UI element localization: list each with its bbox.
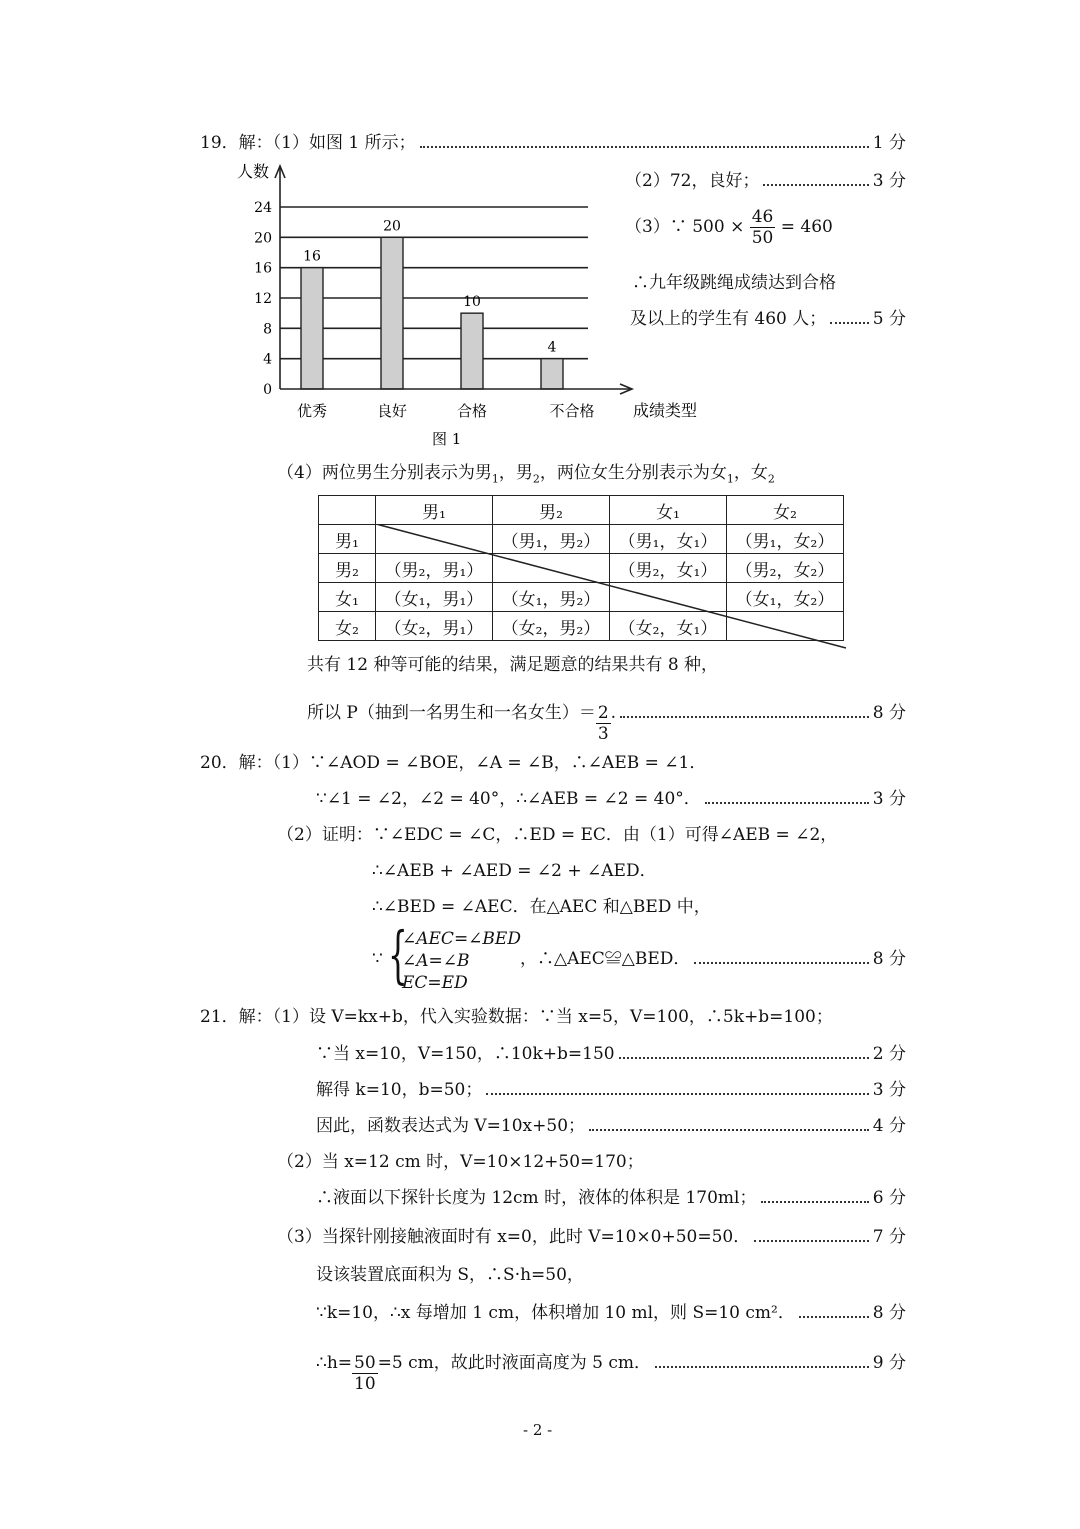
table-cell: （女₁，男₂） [493, 583, 610, 612]
y-tick-label: 20 [254, 230, 272, 247]
q20-conclusion: ，∴△AEC≌△BED． 8 分 [520, 949, 906, 969]
q19-part3-line3: 及以上的学生有 460 人； 5 分 [630, 309, 906, 329]
q21-line9: ∵k=10，∴x 每增加 1 cm，体积增加 10 ml，则 S=10 cm²． 8 分 [316, 1303, 906, 1323]
x-axis-label: 成绩类型 [633, 401, 698, 420]
system-eq3: EC=ED [402, 973, 468, 993]
table-cell: （男₂，男₁） [376, 554, 493, 583]
system-brace: { [388, 918, 408, 991]
y-tick-label: 16 [254, 260, 272, 277]
y-axis-label: 人数 [237, 162, 270, 181]
q20-line1: 20．解：（1）∵∠AOD = ∠BOE，∠A = ∠B，∴∠AEB = ∠1． [200, 753, 707, 773]
bar [541, 359, 563, 389]
bar [461, 313, 483, 389]
table-cell: （女₂，男₂） [493, 612, 610, 641]
table-cell: （女₂，男₁） [376, 612, 493, 641]
table-diagonal [376, 524, 856, 654]
fraction-50-10: $\frac{50}{10}$ [354, 1353, 376, 1394]
q20-line5: ∴∠BED = ∠AEC．在△AEC 和△BED 中， [372, 897, 711, 917]
fraction-46-50: $\frac{46}{50}$ [751, 207, 774, 248]
category-label: 不合格 [549, 402, 595, 420]
q21-line2: ∵当 x=10，V=150，∴10k+b=150 2 分 [316, 1044, 906, 1064]
q21-line1: 21．解：（1）设 V=kx+b，代入实验数据：∵当 x=5，V=100，∴5k+b=100； [200, 1007, 833, 1027]
q19-part3-line2: ∴九年级跳绳成绩达到合格 [632, 273, 836, 293]
table-cell: （男₂，女₂） [727, 554, 844, 583]
table-cell: （男₁，男₂） [493, 525, 610, 554]
col-header: 男₂ [493, 496, 610, 525]
category-label: 优秀 [296, 402, 328, 420]
system-eq2: ∠A=∠B [402, 951, 470, 971]
y-tick-label: 8 [263, 321, 272, 338]
col-header: 女₂ [727, 496, 844, 525]
q21-line8: 设该装置底面积为 S，∴S·h=50， [316, 1265, 584, 1285]
bar-value-label: 16 [303, 248, 321, 265]
table-cell: （女₁，女₂） [727, 583, 844, 612]
table-corner [319, 496, 376, 525]
q19-summary: 共有 12 种等可能的结果，满足题意的结果共有 8 种， [307, 655, 719, 675]
y-tick-label: 0 [263, 382, 272, 398]
q21-line6: ∴液面以下探针长度为 12cm 时，液体的体积是 170ml； 6 分 [316, 1188, 906, 1208]
q19-probability: 所以 P（抽到一名男生和一名女生）＝ $\frac{2}{3}$ . 8 分 [307, 703, 906, 744]
system-eq1: ∠AEC=∠BED [402, 929, 521, 949]
table-cell: （男₁，女₂） [727, 525, 844, 554]
q21-line3: 解得 k=10，b=50； 3 分 [316, 1080, 906, 1100]
q19-part2: （2）72，良好； 3 分 [625, 171, 906, 191]
bar-value-label: 20 [383, 218, 401, 235]
q19-part3: （3）∵ 500 × $\frac{46}{50}$ = 460 [625, 207, 833, 248]
y-tick-label: 12 [254, 291, 272, 307]
table-cell: （女₁，男₁） [376, 583, 493, 612]
y-tick-label: 24 [254, 200, 272, 216]
q19-line1: 19．解：（1）如图 1 所示； 1 分 [200, 133, 906, 153]
bar-chart [230, 160, 700, 450]
row-header: 女₂ [319, 612, 376, 641]
table-cell: （男₂，女₁） [610, 554, 727, 583]
col-header: 男₁ [376, 496, 493, 525]
q21-line7: （3）当探针刚接触液面时有 x=0，此时 V=10×0+50=50． 7 分 [277, 1227, 906, 1247]
category-label: 合格 [456, 402, 488, 420]
q20-line4: ∴∠AEB + ∠AED = ∠2 + ∠AED． [372, 861, 657, 881]
fraction-2-3: $\frac{2}{3}$ [597, 703, 609, 744]
category-label: 良好 [376, 402, 408, 420]
row-header: 女₁ [319, 583, 376, 612]
page-number: - 2 - [523, 1421, 553, 1439]
bar-value-label: 4 [547, 339, 557, 356]
q21-line5: （2）当 x=12 cm 时，V=10×12+50=170； [277, 1152, 644, 1172]
table-cell: （女₂，女₁） [610, 612, 727, 641]
y-tick-label: 4 [263, 351, 272, 368]
col-header: 女₁ [610, 496, 727, 525]
q20-line2: ∵∠1 = ∠2，∠2 = 40°，∴∠AEB = ∠2 = 40°． 3 分 [316, 789, 906, 809]
bar [301, 268, 323, 389]
because-symbol: ∵ [372, 949, 383, 969]
bar [381, 237, 403, 389]
row-header: 男₁ [319, 525, 376, 554]
chart-caption: 图 1 [432, 430, 462, 448]
row-header: 男₂ [319, 554, 376, 583]
q20-line3: （2）证明：∵∠EDC = ∠C，∴ED = EC．由（1）可得∠AEB = ∠2， [277, 825, 838, 845]
bar-value-label: 10 [463, 294, 481, 311]
q21-line10: ∴h= $\frac{50}{10}$ =5 cm，故此时液面高度为 5 cm． 9 分 [316, 1353, 906, 1394]
table-cell: （男₁，女₁） [610, 525, 727, 554]
q19-part4: （4）两位男生分别表示为男$_1$，男$_2$，两位女生分别表示为女$_1$，女$_2$ [277, 463, 775, 486]
q21-line4: 因此，函数表达式为 V=10x+50； 4 分 [316, 1116, 906, 1136]
